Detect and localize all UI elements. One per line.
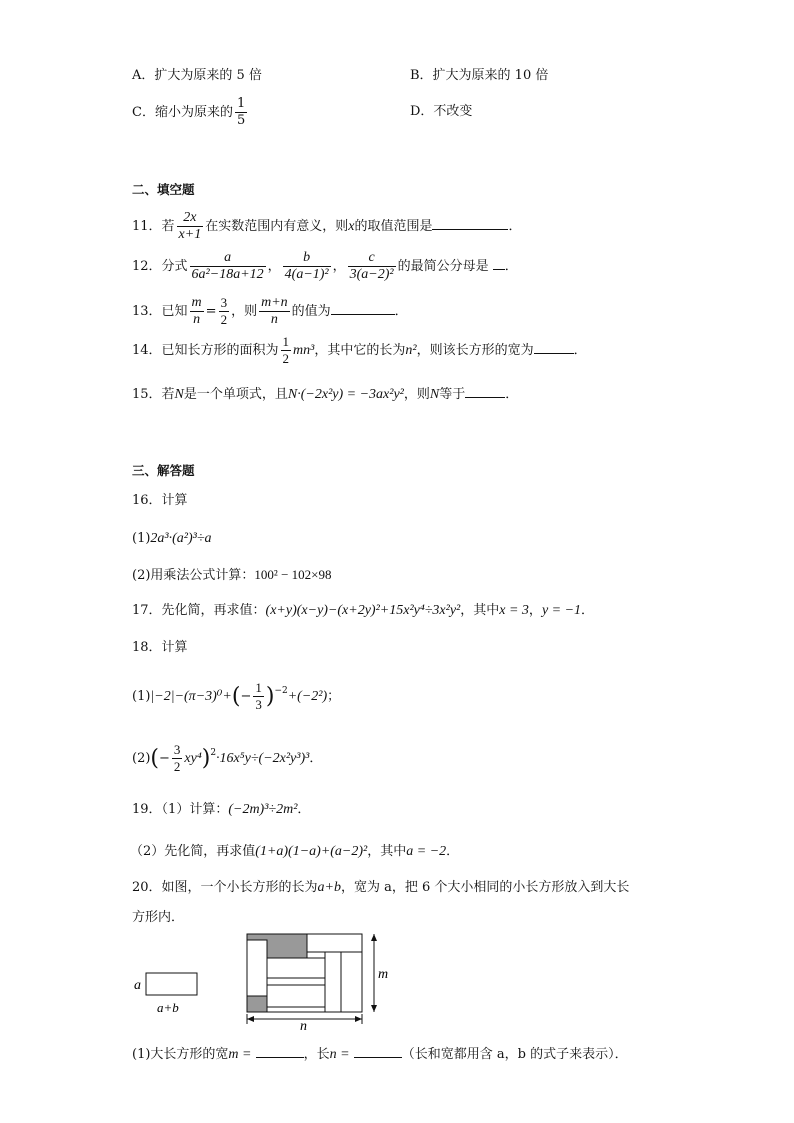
question-20-figure bbox=[130, 930, 390, 1030]
option-c bbox=[132, 96, 249, 129]
question-12: 12．分式 $\frac{a}{\text{6a²−18a+12}}$ ， $\frac{b}{\text{4(a−1)²}}$ ， $\frac{c}{\text{3(a−2)²}}$ 的最简公分母是 ． bbox=[132, 250, 518, 282]
question-16-part-2: (2)用乘法公式计算：100² − 102×98 bbox=[132, 567, 332, 583]
option-d: D．不改变 bbox=[410, 104, 473, 119]
answer-blank bbox=[354, 1043, 402, 1058]
figure-label-n: n bbox=[300, 1019, 307, 1030]
answer-blank bbox=[493, 255, 505, 270]
small-rectangle bbox=[146, 973, 197, 995]
question-11: 11．若 $\frac{2x}{x+1}$ 在实数范围内有意义，则x的取值范围是 ． bbox=[132, 210, 522, 242]
answer-blank bbox=[256, 1043, 304, 1058]
answer-blank bbox=[331, 300, 395, 315]
option-a: A．扩大为原来的 5 倍 bbox=[132, 68, 262, 83]
option-c-text: C．缩小为原来的 bbox=[132, 105, 233, 120]
question-16-part-1: (1)2a³·(a²)³÷a bbox=[132, 531, 212, 546]
question-16-title: 16．计算 bbox=[132, 493, 188, 508]
answer-blank bbox=[534, 339, 574, 354]
answer-blank bbox=[432, 215, 508, 230]
question-13: 13．已知 $\frac{m}{n}$ = $\frac{3}{2}$ ，则 $\frac{m+n}{n}$ 的值为 ． bbox=[132, 295, 408, 327]
figure-label-m: m bbox=[378, 967, 389, 982]
question-17: 17．先化简，再求值：(x+y)(x−y)−(x+2y)²+15x²y⁴÷3x²y²，其中x = 3，y = −1． bbox=[132, 603, 595, 618]
question-19-part-1: 19．（1）计算：(−2m)³÷2m²． bbox=[132, 802, 311, 817]
shaded-region-bottom bbox=[247, 996, 267, 1012]
section-title-fill-blank: 二、填空题 bbox=[132, 182, 195, 197]
option-c-fraction: $\frac{1}{5}$ bbox=[236, 96, 246, 128]
question-18-part-2: (2)(− $\frac{3}{2}$ xy⁴)$^2$·16x⁵y÷(−2x²y³)³． bbox=[132, 742, 323, 774]
figure-label-ab: a+b bbox=[157, 1000, 179, 1015]
section-title-answer: 三、解答题 bbox=[132, 463, 195, 478]
question-18-title: 18．计算 bbox=[132, 640, 188, 655]
answer-blank bbox=[465, 383, 505, 398]
question-20-sub-1: (1)大长方形的宽m = ，长n = （长和宽都用含 a，b 的式子来表示）． bbox=[132, 1043, 628, 1065]
figure-label-a: a bbox=[134, 978, 141, 993]
question-15: 15．若N是一个单项式，且N·(−2x²y) = −3ax²y²，则N等于 ． bbox=[132, 383, 518, 405]
option-b: B．扩大为原来的 10 倍 bbox=[410, 68, 549, 83]
question-20-line-2: 方形内． bbox=[132, 910, 185, 925]
question-18-part-1: (1)|−2|−(π−3)⁰+(− $\frac{1}{3}$ )$^{-2}$+(−2²)； bbox=[132, 680, 341, 712]
question-14: 14．已知长方形的面积为 $\frac{1}{2}$ mn³，其中它的长为n²，则该长方形的宽为 ． bbox=[132, 334, 587, 366]
question-20-line-1: 20．如图，一个小长方形的长为a+b，宽为 a，把 6 个大小相同的小长方形放入到大长 bbox=[132, 880, 630, 895]
question-19-part-2: （2）先化简，再求值(1+a)(1−a)+(a−2)²，其中a = −2． bbox=[130, 844, 460, 859]
